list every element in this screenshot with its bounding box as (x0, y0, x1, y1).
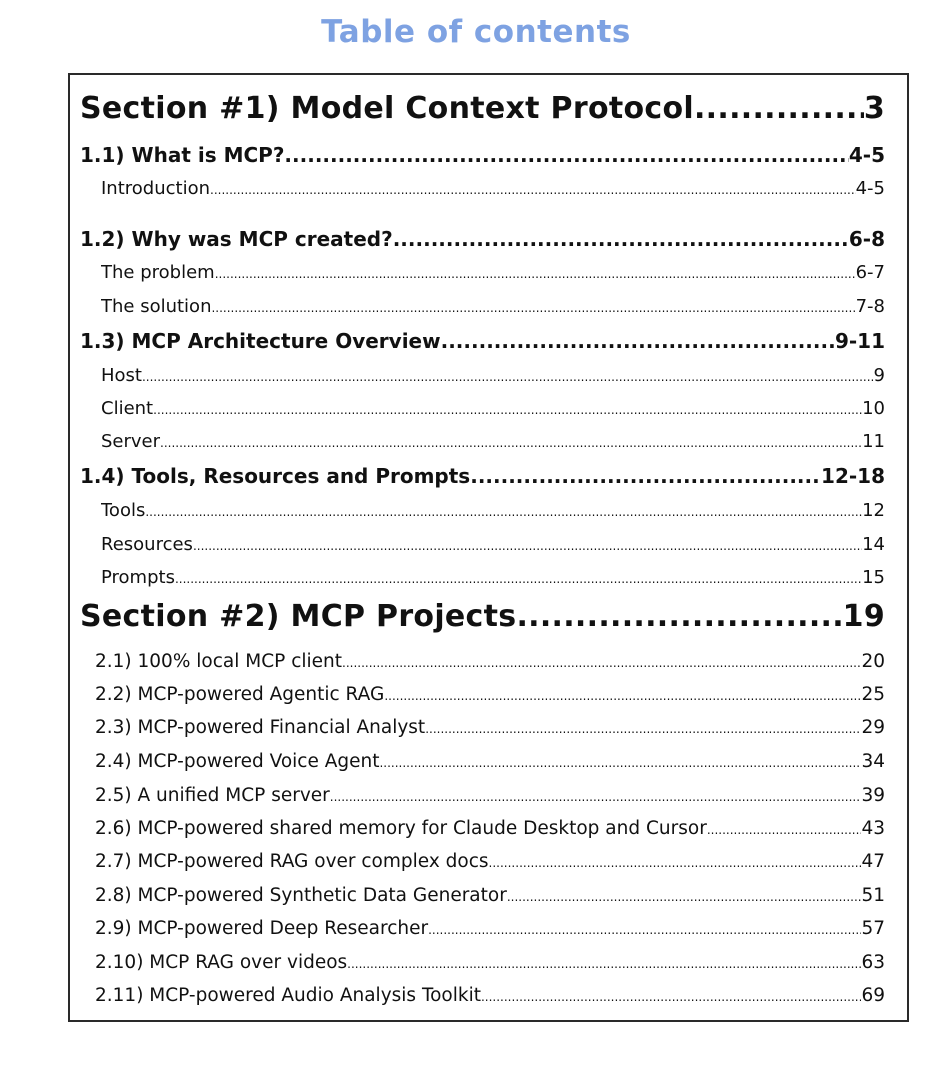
toc-leader (347, 957, 861, 971)
toc-project-2-1[interactable] (95, 651, 885, 672)
toc-page-number: 9 (873, 365, 885, 386)
toc-page-number: 51 (861, 885, 885, 906)
toc-page-number: 25 (861, 684, 885, 705)
toc-page-number: 4-5 (855, 178, 885, 199)
toc-item-label: 2.5) A unified MCP server (95, 785, 330, 806)
toc-project-2-3[interactable] (95, 717, 885, 738)
toc-item-label: Server (101, 431, 161, 452)
toc-item-label: Tools (101, 500, 146, 521)
toc-leader (489, 856, 862, 870)
toc-leader (428, 923, 861, 937)
toc-leader (481, 990, 861, 1004)
toc-page-number: 6-8 (848, 227, 885, 251)
toc-section-1[interactable] (80, 91, 885, 126)
toc-page-number: 15 (862, 567, 885, 588)
toc-item-label: 2.1) 100% local MCP client (95, 651, 343, 672)
toc-page-number: 69 (861, 985, 885, 1006)
toc-item-label: 2.10) MCP RAG over videos (95, 952, 348, 973)
toc-item-label: Introduction (101, 178, 211, 199)
toc-leader (707, 823, 862, 837)
toc-leader (384, 689, 861, 703)
toc-project-2-8[interactable] (95, 885, 885, 906)
toc-item-label: 2.4) MCP-powered Voice Agent (95, 751, 380, 772)
toc-page-number: 9-11 (834, 329, 885, 353)
toc-page-number: 14 (862, 534, 885, 555)
toc-item-tools[interactable] (101, 500, 885, 521)
toc-item-the-problem[interactable] (101, 262, 885, 283)
toc-page-number: 6-7 (855, 262, 885, 283)
toc-subsection-1-4[interactable] (80, 464, 885, 488)
toc-title: Table of contents (321, 14, 631, 50)
toc-leader (175, 572, 862, 586)
toc-page-number: 20 (861, 651, 885, 672)
toc-page-number: 43 (861, 818, 885, 839)
toc-leader (342, 656, 861, 670)
toc-item-label: 2.8) MCP-powered Synthetic Data Generator (95, 885, 507, 906)
toc-subsection-label: 1.4) Tools, Resources and Prompts (80, 464, 471, 488)
toc-item-prompts[interactable] (101, 567, 885, 588)
toc-project-2-5[interactable] (95, 785, 885, 806)
toc-leader (425, 722, 861, 736)
toc-item-resources[interactable] (101, 534, 885, 555)
toc-leader (211, 301, 855, 315)
toc-item-label: 2.7) MCP-powered RAG over complex docs (95, 851, 489, 872)
toc-page-number: 39 (861, 785, 885, 806)
toc-section-label: Section #1) Model Context Protocol (80, 91, 694, 126)
toc-leader (393, 227, 849, 251)
toc-page-number: 29 (861, 717, 885, 738)
toc-leader (694, 91, 864, 126)
toc-item-label: 2.6) MCP-powered shared memory for Claude Desktop and Cursor (95, 818, 707, 839)
toc-leader (330, 790, 862, 804)
toc-leader (153, 403, 862, 417)
toc-page-number: 7-8 (855, 296, 885, 317)
toc-item-the-solution[interactable] (101, 296, 885, 317)
toc-leader (379, 756, 861, 770)
toc-project-2-9[interactable] (95, 918, 885, 939)
toc-item-label: Host (101, 365, 142, 386)
toc-leader (142, 370, 874, 384)
toc-page-number: 19 (842, 599, 885, 634)
toc-page-number: 3 (863, 91, 885, 126)
toc-project-2-7[interactable] (95, 851, 885, 872)
toc-page-number: 47 (861, 851, 885, 872)
toc-subsection-label: 1.2) Why was MCP created? (80, 227, 393, 251)
toc-page-number: 11 (862, 431, 885, 452)
toc-project-2-4[interactable] (95, 751, 885, 772)
toc-item-label: 2.2) MCP-powered Agentic RAG (95, 684, 385, 705)
toc-project-2-10[interactable] (95, 952, 885, 973)
toc-section-label: Section #2) MCP Projects (80, 599, 517, 634)
toc-project-2-11[interactable] (95, 985, 885, 1006)
toc-subsection-label: 1.1) What is MCP? (80, 143, 285, 167)
toc-item-label: Resources (101, 534, 193, 555)
toc-subsection-1-1[interactable] (80, 143, 885, 167)
toc-leader (507, 890, 862, 904)
toc-subsection-1-3[interactable] (80, 329, 885, 353)
toc-item-label: Prompts (101, 567, 175, 588)
toc-item-label: 2.11) MCP-powered Audio Analysis Toolkit (95, 985, 481, 1006)
toc-item-introduction[interactable] (101, 178, 885, 199)
toc-item-label: The solution (101, 296, 212, 317)
toc-item-label: 2.9) MCP-powered Deep Researcher (95, 918, 429, 939)
toc-section-2[interactable] (80, 599, 885, 634)
toc-leader (516, 599, 842, 634)
toc-item-client[interactable] (101, 398, 885, 419)
toc-leader (145, 505, 862, 519)
toc-project-2-2[interactable] (95, 684, 885, 705)
toc-page-number: 12-18 (821, 464, 885, 488)
toc-page-number: 12 (862, 500, 885, 521)
toc-item-host[interactable] (101, 365, 885, 386)
toc-leader (441, 329, 835, 353)
toc-project-2-6[interactable] (95, 818, 885, 839)
toc-page-number: 63 (861, 952, 885, 973)
toc-item-label: 2.3) MCP-powered Financial Analyst (95, 717, 426, 738)
toc-leader (470, 464, 821, 488)
toc-subsection-label: 1.3) MCP Architecture Overview (80, 329, 441, 353)
toc-leader (215, 267, 856, 281)
toc-item-server[interactable] (101, 431, 885, 452)
toc-leader (160, 436, 862, 450)
toc-page-number: 4-5 (848, 143, 885, 167)
toc-leader (284, 143, 848, 167)
toc-page-number: 57 (861, 918, 885, 939)
toc-leader (210, 183, 856, 197)
toc-box (68, 73, 909, 1022)
toc-item-label: The problem (101, 262, 215, 283)
toc-page-number: 10 (862, 398, 885, 419)
toc-subsection-1-2[interactable] (80, 227, 885, 251)
toc-item-label: Client (101, 398, 154, 419)
toc-leader (193, 539, 862, 553)
toc-page-number: 34 (861, 751, 885, 772)
